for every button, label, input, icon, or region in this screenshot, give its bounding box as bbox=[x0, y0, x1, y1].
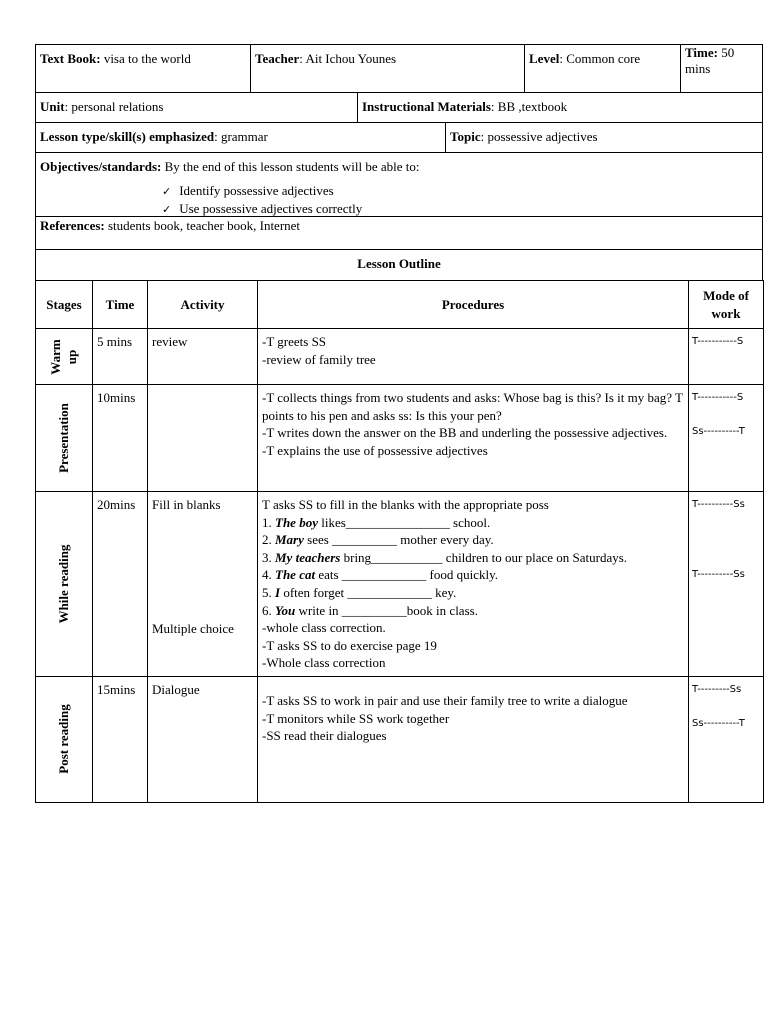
activity-line: Multiple choice bbox=[152, 620, 234, 636]
mode-line: T----------Ss bbox=[692, 569, 745, 580]
references-label: References: bbox=[40, 218, 105, 233]
activity-cell: Dialogue bbox=[148, 676, 258, 802]
materials-cell bbox=[357, 93, 764, 122]
activity-cell: review bbox=[148, 329, 258, 385]
level-label: Level bbox=[529, 51, 560, 66]
exercise-item bbox=[262, 584, 684, 602]
teacher-label: Teacher bbox=[255, 51, 300, 66]
col-header-time: Time bbox=[93, 281, 148, 329]
exercise-item bbox=[262, 549, 684, 567]
lesson-type-cell bbox=[36, 123, 445, 152]
procedures-cell bbox=[258, 385, 689, 492]
objectives-row bbox=[35, 153, 763, 217]
procedure-line: -T writes down the answer on the BB and underling the possessive adjectives. bbox=[262, 425, 668, 441]
procedure-line: -Whole class correction bbox=[262, 655, 386, 671]
stage-cell bbox=[36, 329, 93, 385]
procedure-line: -T asks SS to work in pair and use their family tree to write a dialogue bbox=[262, 692, 628, 708]
exercise-subject: I bbox=[275, 584, 281, 600]
time-value: 50 mins bbox=[685, 45, 735, 76]
col-header-mode: Mode of work bbox=[689, 281, 764, 329]
unit-value: : personal relations bbox=[64, 99, 164, 114]
objective-item: ✓ Identify possessive adjectives bbox=[162, 182, 758, 200]
procedure-line: -T explains the use of possessive adjectives bbox=[262, 442, 488, 458]
procedures-cell bbox=[258, 492, 689, 677]
lesson-plan-sheet bbox=[35, 44, 763, 803]
table-row-warm-up bbox=[36, 329, 764, 385]
objectives-list bbox=[162, 182, 758, 218]
time-label: Time: bbox=[685, 45, 718, 60]
exercise-text: often forget _____________ key. bbox=[280, 584, 457, 600]
time-cell: 20mins bbox=[93, 492, 148, 677]
stage-label: Presentation bbox=[56, 403, 71, 473]
stage-label: While reading bbox=[56, 544, 71, 624]
outline-title: Lesson Outline bbox=[357, 256, 441, 271]
teacher-value: : Ait Ichou Younes bbox=[299, 51, 397, 66]
mode-line: T-----------S bbox=[692, 336, 744, 347]
level-cell bbox=[524, 45, 680, 92]
time-cell: 15mins bbox=[93, 676, 148, 802]
col-header-stages: Stages bbox=[36, 281, 93, 329]
objective-item: ✓ Use possessive adjectives correctly bbox=[162, 200, 758, 218]
exercise-text: write in __________book in class. bbox=[295, 602, 478, 618]
exercise-item bbox=[262, 514, 684, 532]
topic-label: Topic bbox=[450, 129, 481, 144]
objectives-label: Objectives/standards: bbox=[40, 159, 162, 174]
topic-value: : possessive adjectives bbox=[480, 129, 598, 144]
exercise-subject: Mary bbox=[275, 532, 304, 548]
mode-line: T----------Ss bbox=[692, 499, 745, 510]
mode-line: T-----------S bbox=[692, 392, 744, 403]
procedure-line: -review of family tree bbox=[262, 351, 376, 367]
header-row-1 bbox=[35, 44, 763, 93]
header-row-2 bbox=[35, 93, 763, 123]
activity-cell bbox=[148, 385, 258, 492]
mode-cell bbox=[689, 329, 764, 385]
procedure-line: -T monitors while SS work together bbox=[262, 710, 450, 726]
exercise-number: 1. bbox=[262, 514, 275, 530]
stage-cell bbox=[36, 676, 93, 802]
stage-label: Post reading bbox=[56, 704, 71, 775]
level-value: : Common core bbox=[559, 51, 641, 66]
procedures-cell bbox=[258, 676, 689, 802]
teacher-cell bbox=[250, 45, 524, 92]
exercise-number: 5. bbox=[262, 584, 275, 600]
procedure-line: -whole class correction. bbox=[262, 620, 386, 636]
exercise-subject: The boy bbox=[275, 514, 318, 530]
textbook-value: visa to the world bbox=[100, 51, 191, 66]
exercise-text: bring___________ children to our place on Saturdays. bbox=[340, 549, 628, 565]
time-cell: 5 mins bbox=[93, 329, 148, 385]
exercise-item bbox=[262, 602, 684, 620]
materials-value: : BB ,textbook bbox=[490, 99, 568, 114]
activity-cell bbox=[148, 492, 258, 677]
procedures-cell bbox=[258, 329, 689, 385]
exercise-text: likes________________ school. bbox=[317, 514, 491, 530]
exercise-item bbox=[262, 566, 684, 584]
lesson-outline-table bbox=[35, 280, 764, 803]
exercise-item bbox=[262, 531, 684, 549]
lesson-type-value: : grammar bbox=[214, 129, 268, 144]
procedure-line: -T asks SS to do exercise page 19 bbox=[262, 637, 437, 653]
exercise-subject: The cat bbox=[275, 567, 316, 583]
outline-title-row bbox=[35, 250, 763, 281]
mode-cell bbox=[689, 676, 764, 802]
time-cell: 10mins bbox=[93, 385, 148, 492]
unit-cell bbox=[36, 93, 357, 122]
stage-label: Warm up bbox=[48, 338, 79, 375]
exercise-number: 2. bbox=[262, 532, 275, 548]
exercise-text: sees __________ mother every day. bbox=[303, 532, 494, 548]
mode-cell bbox=[689, 492, 764, 677]
col-header-procedures: Procedures bbox=[258, 281, 689, 329]
exercise-number: 3. bbox=[262, 549, 275, 565]
references-row bbox=[35, 217, 763, 250]
materials-label: Instructional Materials bbox=[362, 99, 491, 114]
table-header-row bbox=[36, 281, 764, 329]
topic-cell bbox=[445, 123, 764, 152]
procedure-line: T asks SS to fill in the blanks with the appropriate poss bbox=[262, 497, 549, 512]
exercise-subject: My teachers bbox=[275, 549, 341, 565]
mode-line: Ss----------T bbox=[692, 426, 745, 437]
stage-cell bbox=[36, 385, 93, 492]
procedure-line: -SS read their dialogues bbox=[262, 728, 387, 744]
mode-line: Ss----------T bbox=[692, 717, 745, 729]
exercise-text: eats _____________ food quickly. bbox=[315, 567, 499, 583]
stage-cell bbox=[36, 492, 93, 677]
table-row-post-reading bbox=[36, 676, 764, 802]
lesson-type-label: Lesson type/skill(s) emphasized bbox=[40, 129, 215, 144]
unit-label: Unit bbox=[40, 99, 65, 114]
objectives-value: By the end of this lesson students will be able to: bbox=[161, 159, 420, 174]
time-cell bbox=[680, 45, 764, 92]
exercise-subject: You bbox=[275, 602, 296, 618]
header-row-3 bbox=[35, 123, 763, 153]
exercise-number: 6. bbox=[262, 602, 275, 618]
textbook-label: Text Book: bbox=[40, 51, 101, 66]
exercise-number: 4. bbox=[262, 567, 275, 583]
col-header-activity: Activity bbox=[148, 281, 258, 329]
textbook-cell bbox=[36, 45, 250, 92]
mode-line: T---------Ss bbox=[692, 683, 742, 695]
table-row-presentation bbox=[36, 385, 764, 492]
table-row-while-reading bbox=[36, 492, 764, 677]
procedure-line: -T greets SS bbox=[262, 334, 327, 349]
procedure-line: -T collects things from two students and asks: Whose bag is this? Is it my bag? T points to his pen and asks ss: Is this your pen? bbox=[262, 390, 683, 423]
activity-line: Fill in blanks bbox=[152, 497, 221, 512]
references-value: students book, teacher book, Internet bbox=[104, 218, 301, 233]
mode-cell bbox=[689, 385, 764, 492]
